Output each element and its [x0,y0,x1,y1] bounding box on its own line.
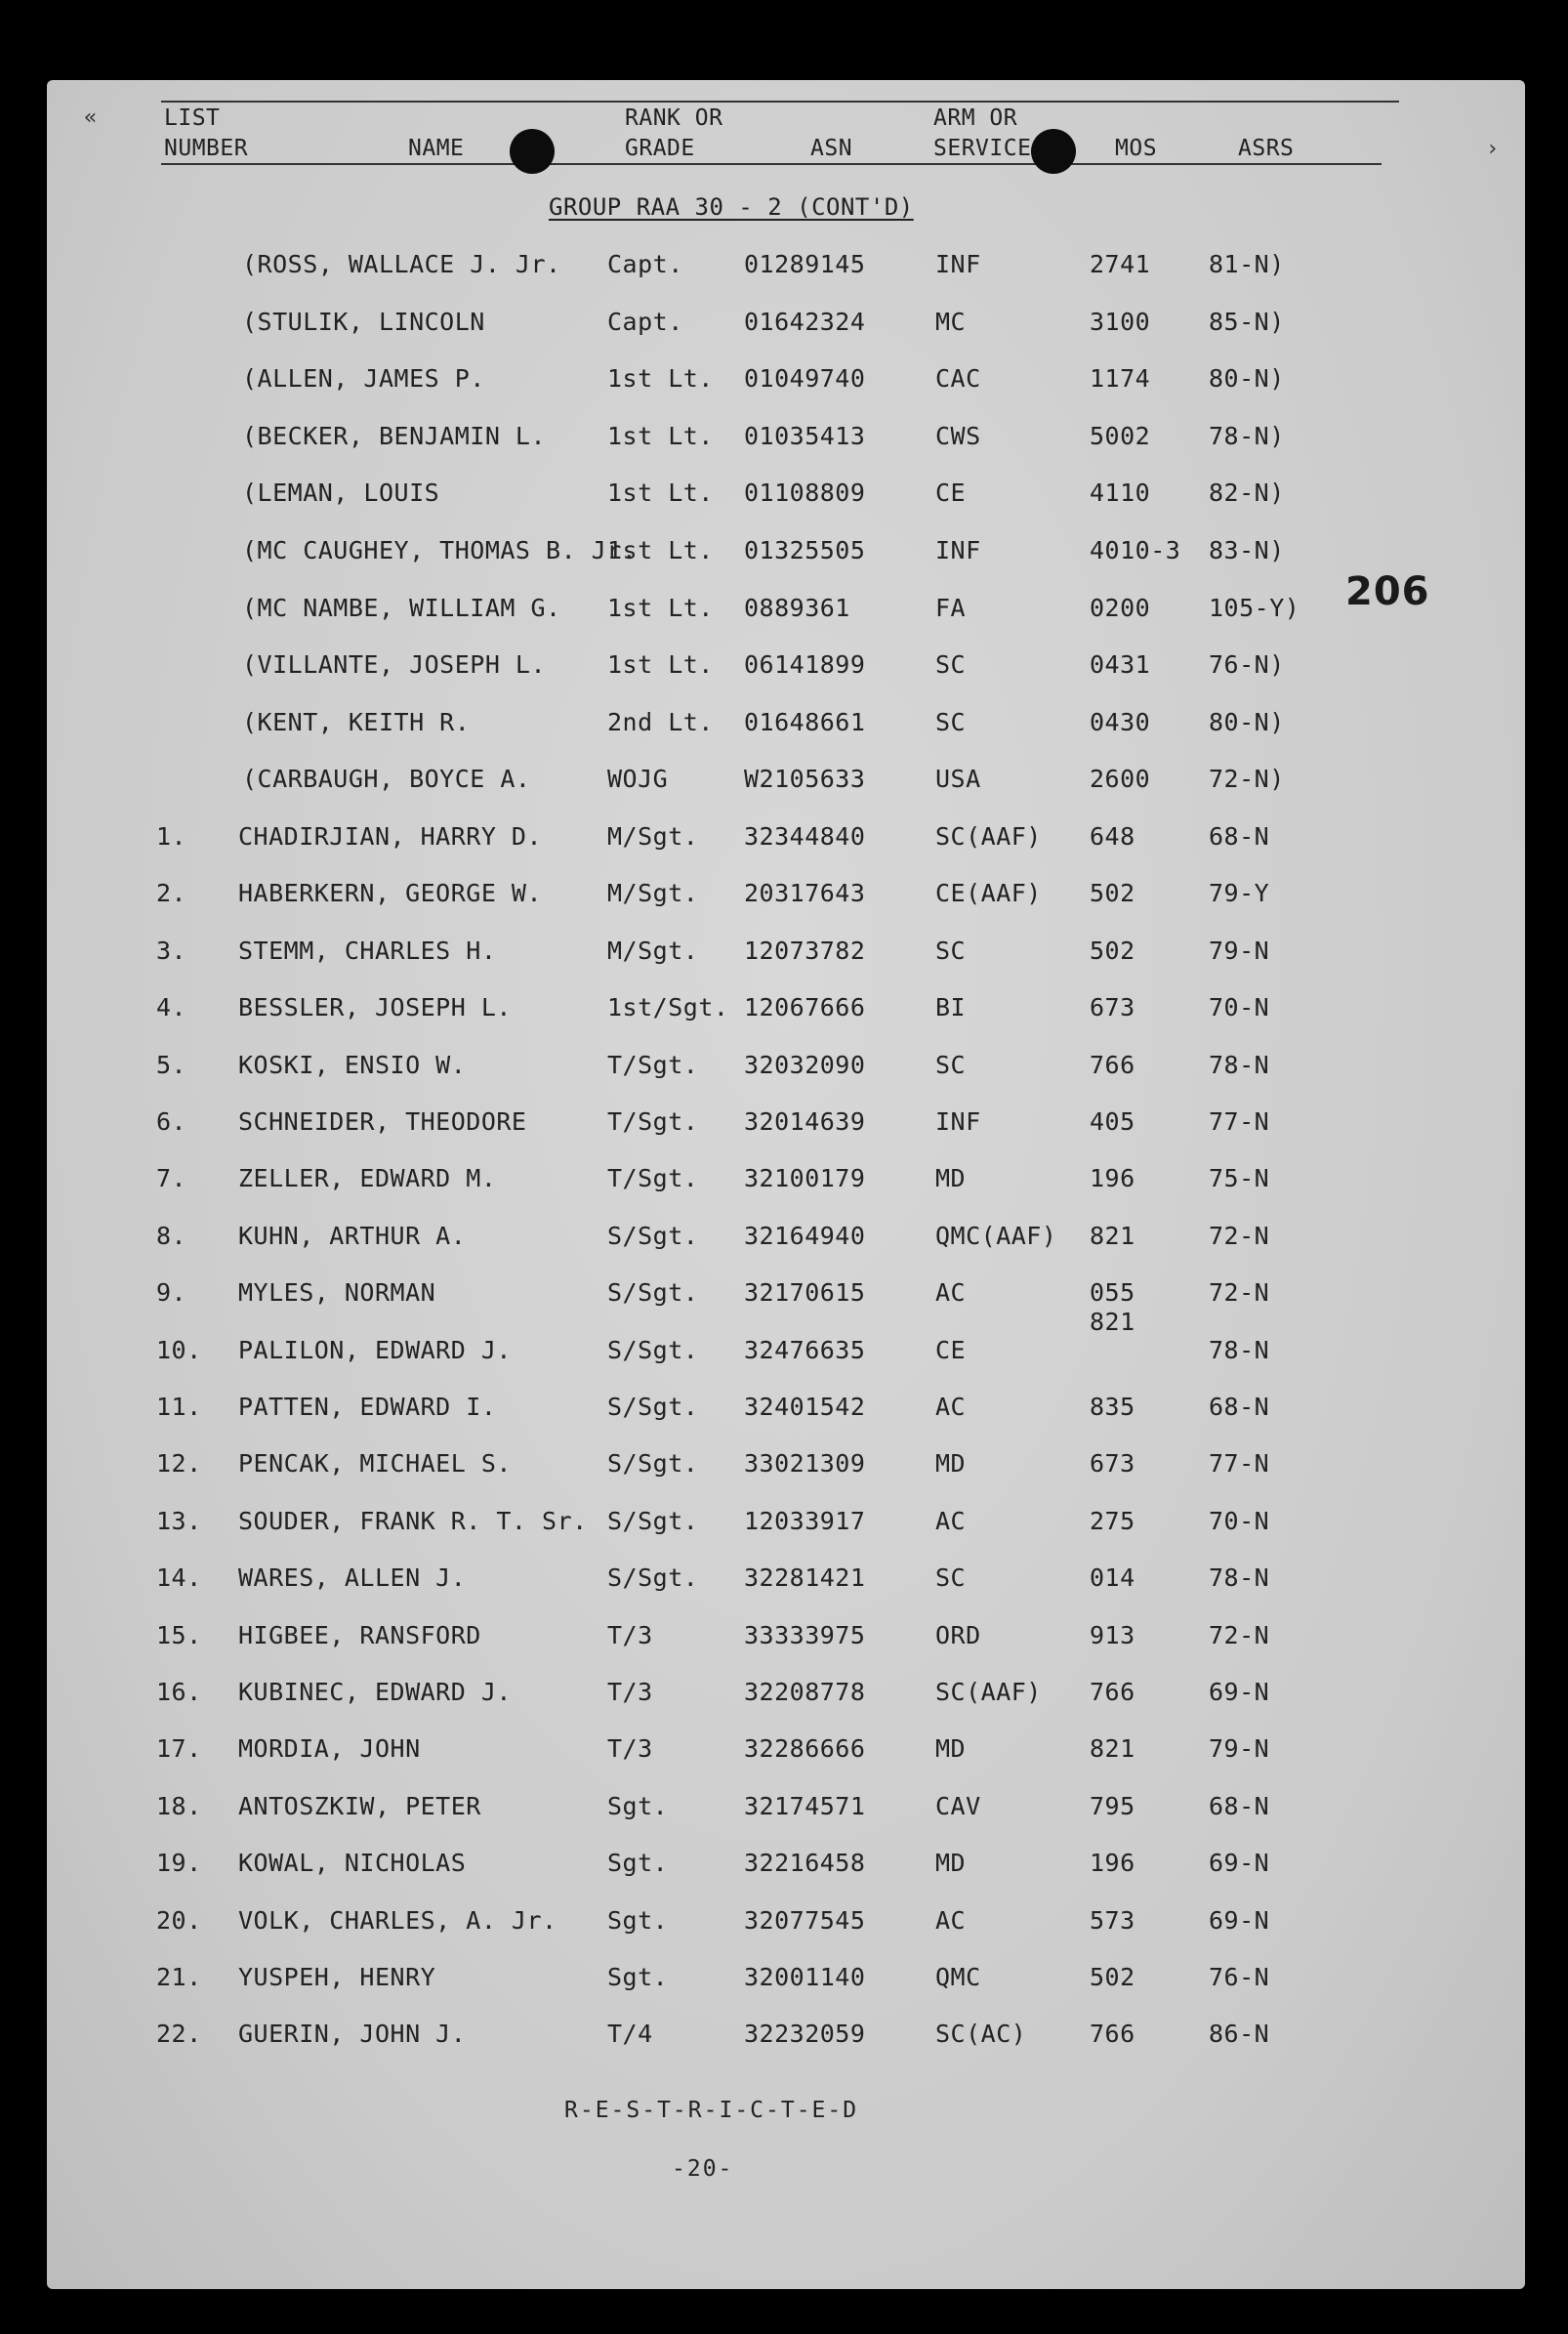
enlisted-rank-cell: Sgt. [607,1791,669,1820]
enlisted-asrs-cell: 72-N [1209,1278,1270,1308]
officer-mos-cell: 5002 [1090,421,1151,450]
enlisted-rank-cell: Sgt. [607,1905,669,1935]
enlisted-mos-cell: 835 [1090,1393,1135,1421]
enlisted-mos-cell: 648 [1090,822,1135,851]
enlisted-mos-cell: 275 [1090,1506,1135,1535]
enlisted-name-cell: ANTOSZKIW, PETER [238,1791,481,1820]
enlisted-num-cell: 11. [156,1393,202,1421]
enlisted-name-cell: KOSKI, ENSIO W. [238,1050,467,1079]
enlisted-mos-cell: 573 [1090,1905,1135,1935]
officer-mos-cell: 0431 [1090,650,1151,680]
enlisted-mos-cell: 795 [1090,1791,1135,1820]
enlisted-name-cell: STEMM, CHARLES H. [238,936,497,965]
enlisted-arm-cell: CE [935,1335,967,1364]
enlisted-mos-cell: 673 [1090,1449,1135,1479]
officer-rank-cell: 1st Lt. [607,650,714,680]
enlisted-rank-cell: M/Sgt. [607,936,699,965]
officer-name-cell: (ROSS, WALLACE J. Jr. [242,250,561,278]
officer-mos-cell: 4110 [1090,479,1151,508]
enlisted-asn-cell: 12073782 [744,936,866,965]
enlisted-asn-cell: 32001140 [744,1963,866,1991]
page-stamp-number: 206 [1345,569,1430,614]
officer-rank-cell: Capt. [607,250,683,278]
page-number: -20- [672,2156,734,2182]
enlisted-num-cell: 17. [156,1734,202,1764]
enlisted-name-cell: VOLK, CHARLES, A. Jr. [238,1905,557,1935]
enlisted-mos-cell: 766 [1090,1050,1135,1079]
officer-mos-cell: 1174 [1090,364,1151,394]
enlisted-rank-cell: T/Sgt. [607,1050,699,1079]
enlisted-num-cell: 5. [156,1050,187,1079]
enlisted-arm-cell: SC [935,936,967,965]
enlisted-asrs-cell: 76-N [1209,1963,1270,1991]
enlisted-name-cell: BESSLER, JOSEPH L. [238,993,512,1022]
enlisted-num-cell: 16. [156,1678,202,1706]
officer-rank-cell: 1st Lt. [607,479,714,508]
officer-asn-cell: 01035413 [744,421,866,450]
officer-asn-cell: 01108809 [744,479,866,508]
enlisted-rank-cell: T/Sgt. [607,1164,699,1193]
enlisted-asrs-cell: 69-N [1209,1905,1270,1935]
enlisted-mos-cell: 014 [1090,1563,1135,1593]
officer-asrs-cell: 85-N) [1209,307,1285,336]
officer-mos-cell: 0200 [1090,593,1151,622]
officer-arm-cell: INF [935,536,981,564]
enlisted-asrs-cell: 70-N [1209,1506,1270,1535]
enlisted-mos-secondary-cell: 821 [1090,1308,1135,1337]
officer-arm-cell: CAC [935,364,981,394]
enlisted-asrs-cell: 69-N [1209,1678,1270,1706]
enlisted-name-cell: PALILON, EDWARD J. [238,1335,512,1364]
enlisted-asn-cell: 32170615 [744,1278,866,1308]
header-rank-label: RANK OR [625,105,723,131]
officer-asrs-cell: 76-N) [1209,650,1285,680]
enlisted-mos-cell: 502 [1090,936,1135,965]
enlisted-num-cell: 13. [156,1506,202,1535]
enlisted-asrs-cell: 68-N [1209,1393,1270,1421]
officer-mos-cell: 2741 [1090,250,1151,278]
restricted-footer: R-E-S-T-R-I-C-T-E-D [564,2098,859,2123]
enlisted-asn-cell: 32232059 [744,2020,866,2049]
officer-name-cell: (BECKER, BENJAMIN L. [242,421,547,450]
enlisted-rank-cell: M/Sgt. [607,822,699,851]
officer-asn-cell: 0889361 [744,593,850,622]
enlisted-name-cell: KUBINEC, EDWARD J. [238,1678,512,1706]
enlisted-mos-cell: 913 [1090,1620,1135,1649]
enlisted-arm-cell: MD [935,1449,967,1479]
enlisted-arm-cell: AC [935,1278,967,1308]
enlisted-asn-cell: 12033917 [744,1506,866,1535]
enlisted-asn-cell: 32032090 [744,1050,866,1079]
enlisted-arm-cell: MD [935,1164,967,1193]
officer-name-cell: (STULIK, LINCOLN [242,307,485,336]
enlisted-mos-cell: 055 [1090,1278,1135,1308]
enlisted-arm-cell: QMC(AAF) [935,1221,1057,1250]
officer-asrs-cell: 105-Y) [1209,593,1300,622]
officer-asrs-cell: 80-N) [1209,364,1285,394]
enlisted-name-cell: GUERIN, JOHN J. [238,2020,467,2049]
header-asn-label: ASN [810,136,853,161]
header-arm-label: ARM OR [933,105,1018,131]
enlisted-rank-cell: T/4 [607,2020,653,2049]
enlisted-name-cell: PATTEN, EDWARD I. [238,1393,497,1421]
enlisted-num-cell: 21. [156,1963,202,1991]
enlisted-name-cell: KUHN, ARTHUR A. [238,1221,467,1250]
enlisted-num-cell: 1. [156,822,187,851]
enlisted-rank-cell: T/Sgt. [607,1107,699,1136]
enlisted-rank-cell: S/Sgt. [607,1506,699,1535]
enlisted-asrs-cell: 68-N [1209,822,1270,851]
enlisted-asn-cell: 32164940 [744,1221,866,1250]
enlisted-rank-cell: S/Sgt. [607,1335,699,1364]
margin-mark: « [84,105,98,130]
enlisted-rank-cell: Sgt. [607,1849,669,1878]
enlisted-mos-cell: 821 [1090,1734,1135,1764]
officer-name-cell: (MC CAUGHEY, THOMAS B. Jr. [242,536,638,564]
enlisted-asrs-cell: 79-Y [1209,879,1270,908]
officer-name-cell: (CARBAUGH, BOYCE A. [242,765,531,794]
header-list-label: LIST [164,105,221,131]
enlisted-asrs-cell: 72-N [1209,1620,1270,1649]
header-bottom-rule [161,163,1382,165]
enlisted-rank-cell: T/3 [607,1620,653,1649]
officer-rank-cell: Capt. [607,307,683,336]
enlisted-rank-cell: S/Sgt. [607,1278,699,1308]
enlisted-num-cell: 9. [156,1278,187,1308]
enlisted-rank-cell: T/3 [607,1678,653,1706]
officer-asn-cell: 01648661 [744,707,866,736]
group-title: GROUP RAA 30 - 2 (CONT'D) [549,193,914,221]
enlisted-asn-cell: 32281421 [744,1563,866,1593]
enlisted-asn-cell: 33021309 [744,1449,866,1479]
enlisted-name-cell: HABERKERN, GEORGE W. [238,879,543,908]
officer-arm-cell: SC [935,707,967,736]
enlisted-mos-cell: 766 [1090,2020,1135,2049]
enlisted-mos-cell: 673 [1090,993,1135,1022]
officer-asn-cell: 01325505 [744,536,866,564]
punch-hole-right [1031,129,1076,174]
enlisted-num-cell: 18. [156,1791,202,1820]
header-grade-label: GRADE [625,136,695,161]
enlisted-num-cell: 19. [156,1849,202,1878]
enlisted-asrs-cell: 78-N [1209,1335,1270,1364]
officer-mos-cell: 4010-3 [1090,536,1181,564]
enlisted-mos-cell: 196 [1090,1849,1135,1878]
enlisted-asrs-cell: 77-N [1209,1449,1270,1479]
enlisted-asrs-cell: 79-N [1209,1734,1270,1764]
enlisted-asrs-cell: 78-N [1209,1050,1270,1079]
enlisted-asrs-cell: 72-N [1209,1221,1270,1250]
enlisted-asrs-cell: 78-N [1209,1563,1270,1593]
officer-name-cell: (LEMAN, LOUIS [242,479,440,508]
enlisted-arm-cell: CE(AAF) [935,879,1042,908]
enlisted-name-cell: MORDIA, JOHN [238,1734,421,1764]
enlisted-num-cell: 20. [156,1905,202,1935]
enlisted-asn-cell: 32208778 [744,1678,866,1706]
enlisted-asn-cell: 12067666 [744,993,866,1022]
enlisted-name-cell: SCHNEIDER, THEODORE [238,1107,527,1136]
enlisted-mos-cell: 502 [1090,879,1135,908]
officer-rank-cell: 1st Lt. [607,364,714,394]
officer-arm-cell: FA [935,593,967,622]
officer-mos-cell: 2600 [1090,765,1151,794]
enlisted-asn-cell: 32286666 [744,1734,866,1764]
enlisted-mos-cell: 405 [1090,1107,1135,1136]
officer-rank-cell: 1st Lt. [607,593,714,622]
enlisted-arm-cell: SC(AAF) [935,1678,1042,1706]
enlisted-asn-cell: 32100179 [744,1164,866,1193]
officer-name-cell: (ALLEN, JAMES P. [242,364,485,394]
enlisted-asrs-cell: 77-N [1209,1107,1270,1136]
officer-asrs-cell: 82-N) [1209,479,1285,508]
officer-asn-cell: 01642324 [744,307,866,336]
enlisted-asn-cell: 32174571 [744,1791,866,1820]
enlisted-name-cell: SOUDER, FRANK R. T. Sr. [238,1506,588,1535]
enlisted-mos-cell: 821 [1090,1221,1135,1250]
header-name-label: NAME [408,136,465,161]
officer-asn-cell: 06141899 [744,650,866,680]
enlisted-mos-cell: 502 [1090,1963,1135,1991]
enlisted-asrs-cell: 70-N [1209,993,1270,1022]
enlisted-num-cell: 3. [156,936,187,965]
enlisted-rank-cell: S/Sgt. [607,1393,699,1421]
enlisted-num-cell: 15. [156,1620,202,1649]
officer-rank-cell: 2nd Lt. [607,707,714,736]
officer-rank-cell: WOJG [607,765,669,794]
officer-mos-cell: 0430 [1090,707,1151,736]
enlisted-num-cell: 14. [156,1563,202,1593]
officer-asn-cell: 01049740 [744,364,866,394]
officer-asrs-cell: 83-N) [1209,536,1285,564]
enlisted-arm-cell: MD [935,1734,967,1764]
enlisted-asn-cell: 32401542 [744,1393,866,1421]
officer-mos-cell: 3100 [1090,307,1151,336]
officer-arm-cell: MC [935,307,967,336]
enlisted-asrs-cell: 69-N [1209,1849,1270,1878]
enlisted-arm-cell: AC [935,1506,967,1535]
officer-arm-cell: SC [935,650,967,680]
officer-name-cell: (MC NAMBE, WILLIAM G. [242,593,561,622]
officer-asn-cell: W2105633 [744,765,866,794]
enlisted-rank-cell: Sgt. [607,1963,669,1991]
enlisted-arm-cell: BI [935,993,967,1022]
enlisted-name-cell: MYLES, NORMAN [238,1278,436,1308]
officer-asrs-cell: 72-N) [1209,765,1285,794]
enlisted-num-cell: 12. [156,1449,202,1479]
enlisted-rank-cell: M/Sgt. [607,879,699,908]
margin-mark: › [1486,137,1500,161]
enlisted-num-cell: 10. [156,1335,202,1364]
enlisted-rank-cell: S/Sgt. [607,1563,699,1593]
enlisted-arm-cell: SC(AAF) [935,822,1042,851]
enlisted-name-cell: HIGBEE, RANSFORD [238,1620,481,1649]
officer-arm-cell: INF [935,250,981,278]
officer-name-cell: (KENT, KEITH R. [242,707,471,736]
enlisted-name-cell: KOWAL, NICHOLAS [238,1849,467,1878]
enlisted-arm-cell: SC(AC) [935,2020,1027,2049]
enlisted-rank-cell: S/Sgt. [607,1449,699,1479]
officer-arm-cell: USA [935,765,981,794]
enlisted-rank-cell: 1st/Sgt. [607,993,729,1022]
punch-hole-left [510,129,555,174]
officer-rank-cell: 1st Lt. [607,536,714,564]
enlisted-arm-cell: QMC [935,1963,981,1991]
officer-asrs-cell: 81-N) [1209,250,1285,278]
enlisted-rank-cell: T/3 [607,1734,653,1764]
enlisted-arm-cell: SC [935,1563,967,1593]
enlisted-num-cell: 22. [156,2020,202,2049]
officer-asrs-cell: 78-N) [1209,421,1285,450]
enlisted-mos-cell: 196 [1090,1164,1135,1193]
enlisted-asn-cell: 32344840 [744,822,866,851]
header-service-label: SERVICE [933,136,1032,161]
enlisted-asrs-cell: 68-N [1209,1791,1270,1820]
header-mos-label: MOS [1115,136,1158,161]
enlisted-num-cell: 7. [156,1164,187,1193]
enlisted-name-cell: CHADIRJIAN, HARRY D. [238,822,543,851]
enlisted-arm-cell: ORD [935,1620,981,1649]
officer-name-cell: (VILLANTE, JOSEPH L. [242,650,547,680]
enlisted-name-cell: WARES, ALLEN J. [238,1563,467,1593]
officer-asn-cell: 01289145 [744,250,866,278]
enlisted-num-cell: 8. [156,1221,187,1250]
officer-asrs-cell: 80-N) [1209,707,1285,736]
enlisted-num-cell: 4. [156,993,187,1022]
enlisted-arm-cell: SC [935,1050,967,1079]
enlisted-asrs-cell: 75-N [1209,1164,1270,1193]
officer-arm-cell: CE [935,479,967,508]
enlisted-asn-cell: 32476635 [744,1335,866,1364]
enlisted-arm-cell: INF [935,1107,981,1136]
header-asrs-label: ASRS [1238,136,1295,161]
enlisted-asn-cell: 32014639 [744,1107,866,1136]
enlisted-mos-cell: 766 [1090,1678,1135,1706]
enlisted-asrs-cell: 79-N [1209,936,1270,965]
enlisted-asn-cell: 33333975 [744,1620,866,1649]
enlisted-arm-cell: MD [935,1849,967,1878]
enlisted-asrs-cell: 86-N [1209,2020,1270,2049]
officer-rank-cell: 1st Lt. [607,421,714,450]
enlisted-asn-cell: 32077545 [744,1905,866,1935]
enlisted-arm-cell: AC [935,1393,967,1421]
header-number-label: NUMBER [164,136,249,161]
enlisted-arm-cell: CAV [935,1791,981,1820]
enlisted-arm-cell: AC [935,1905,967,1935]
enlisted-asn-cell: 20317643 [744,879,866,908]
enlisted-name-cell: YUSPEH, HENRY [238,1963,436,1991]
enlisted-name-cell: PENCAK, MICHAEL S. [238,1449,512,1479]
enlisted-name-cell: ZELLER, EDWARD M. [238,1164,497,1193]
enlisted-asn-cell: 32216458 [744,1849,866,1878]
header-top-rule [161,101,1399,103]
enlisted-rank-cell: S/Sgt. [607,1221,699,1250]
officer-arm-cell: CWS [935,421,981,450]
enlisted-num-cell: 6. [156,1107,187,1136]
enlisted-num-cell: 2. [156,879,187,908]
